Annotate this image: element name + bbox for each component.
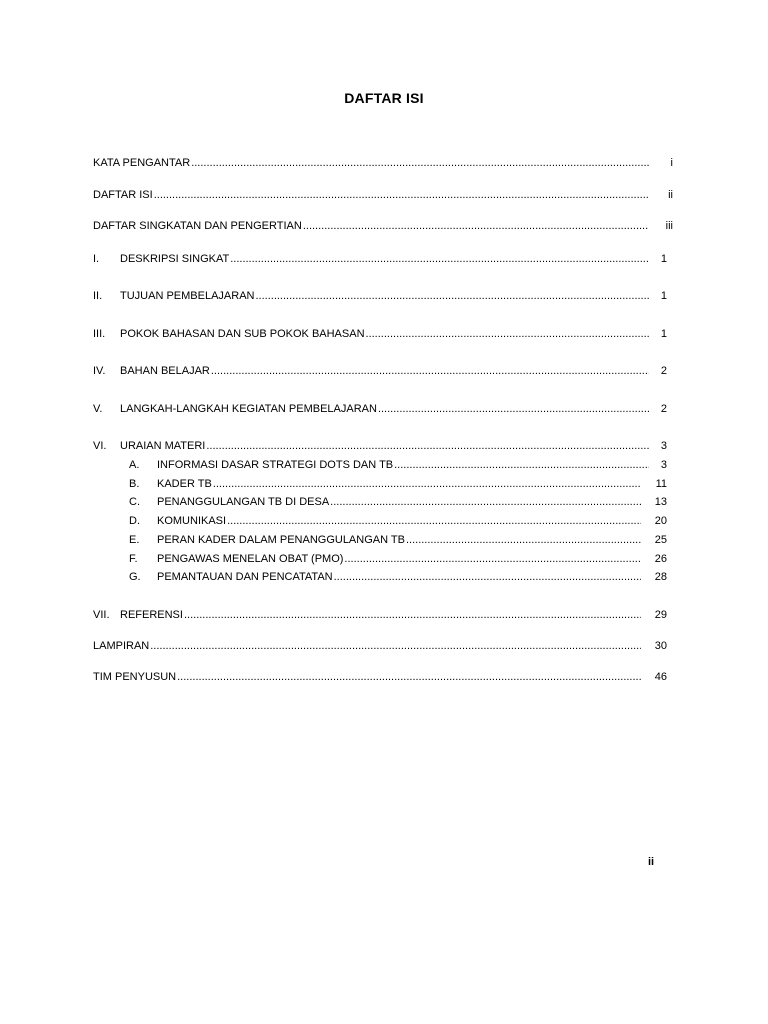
toc-entry-chapter-2[interactable]: [93, 289, 667, 303]
toc-entry-text: LANGKAH-LANGKAH KEGIATAN PEMBELAJARAN: [120, 403, 377, 415]
toc-leader-dots: [227, 514, 641, 528]
toc-entry-daftar-isi[interactable]: [93, 188, 673, 202]
toc-entry-lampiran[interactable]: [93, 639, 667, 653]
toc-entry-number: F.: [129, 553, 138, 565]
toc-entry-text: DAFTAR ISI: [93, 189, 153, 201]
toc-entry-number: VII.: [93, 609, 110, 621]
toc-entry-text: REFERENSI: [120, 609, 183, 621]
toc-page-number: 11: [655, 478, 667, 490]
toc-entry-number: E.: [129, 534, 140, 546]
toc-entry-text: TUJUAN PEMBELAJARAN: [120, 290, 255, 302]
toc-entry-chapter-4[interactable]: [93, 364, 667, 378]
toc-entry-number: IV.: [93, 365, 106, 377]
toc-leader-dots: [150, 639, 641, 653]
toc-leader-dots: [230, 252, 649, 266]
toc-entry-number: C.: [129, 496, 140, 508]
toc-leader-dots: [334, 570, 641, 584]
toc-leader-dots: [406, 533, 641, 547]
toc-subentry-g[interactable]: [129, 570, 667, 584]
toc-entry-text: LAMPIRAN: [93, 640, 150, 652]
toc-leader-dots: [154, 188, 649, 202]
toc-entry-daftar-singkatan[interactable]: [93, 219, 673, 233]
toc-leader-dots: [330, 495, 641, 509]
toc-subentry-c[interactable]: [129, 495, 667, 509]
toc-page-number: iii: [665, 220, 673, 232]
toc-entry-number: II.: [93, 290, 103, 302]
toc-leader-dots: [191, 156, 649, 170]
toc-leader-dots: [211, 364, 649, 378]
toc-entry-number: G.: [129, 571, 141, 583]
toc-entry-chapter-6[interactable]: [93, 439, 667, 453]
toc-entry-text: TIM PENYUSUN: [93, 671, 177, 683]
toc-page-number: i: [670, 157, 673, 169]
toc-subentry-f[interactable]: [129, 552, 667, 566]
toc-page-number: 26: [654, 553, 667, 565]
toc-entry-number: VI.: [93, 440, 107, 452]
toc-entry-text: URAIAN MATERI: [120, 440, 206, 452]
toc-page-number: 2: [660, 365, 667, 377]
toc-entry-text: INFORMASI DASAR STRATEGI DOTS DAN TB: [157, 459, 394, 471]
toc-entry-number: I.: [93, 253, 100, 265]
toc-leader-dots: [255, 289, 649, 303]
toc-entry-text: BAHAN BELAJAR: [120, 365, 210, 377]
toc-entry-text: DAFTAR SINGKATAN DAN PENGERTIAN: [93, 220, 302, 232]
toc-page-number: 3: [660, 459, 667, 471]
toc-subentry-a[interactable]: [129, 458, 667, 472]
toc-leader-dots: [206, 439, 649, 453]
toc-leader-dots: [394, 458, 649, 472]
toc-entry-text: KADER TB: [157, 478, 212, 490]
toc-subentry-d[interactable]: [129, 514, 667, 528]
toc-entry-tim-penyusun[interactable]: [93, 670, 667, 684]
toc-entry-text: PENANGGULANGAN TB DI DESA: [157, 496, 330, 508]
page-footer-number: ii: [648, 856, 655, 868]
toc-entry-text: KATA PENGANTAR: [93, 157, 191, 169]
toc-page-number: 1: [660, 253, 667, 265]
toc-page-number: 46: [654, 671, 667, 683]
toc-entry-chapter-5[interactable]: [93, 402, 667, 416]
toc-entry-number: B.: [129, 478, 140, 490]
toc-subentry-b[interactable]: [129, 477, 667, 491]
toc-entry-chapter-7[interactable]: [93, 608, 667, 622]
toc-leader-dots: [378, 402, 649, 416]
toc-leader-dots: [303, 219, 649, 233]
toc-entry-text: PERAN KADER DALAM PENANGGULANGAN TB: [157, 534, 405, 546]
toc-page-number: ii: [668, 189, 673, 201]
toc-entry-text: POKOK BAHASAN DAN SUB POKOK BAHASAN: [120, 328, 365, 340]
toc-page-number: 1: [660, 290, 667, 302]
toc-leader-dots: [177, 670, 641, 684]
toc-page-number: 2: [660, 403, 667, 415]
toc-entry-chapter-1[interactable]: [93, 252, 667, 266]
toc-page-number: 3: [660, 440, 667, 452]
toc-subentry-e[interactable]: [129, 533, 667, 547]
toc-entry-number: III.: [93, 328, 106, 340]
toc-leader-dots: [213, 477, 641, 491]
toc-entry-text: DESKRIPSI SINGKAT: [120, 253, 230, 265]
toc-page-number: 13: [654, 496, 667, 508]
toc-entry-kata-pengantar[interactable]: [93, 156, 673, 170]
toc-page-number: 25: [654, 534, 667, 546]
toc-entry-text: KOMUNIKASI: [157, 515, 227, 527]
toc-entry-number: V.: [93, 403, 103, 415]
toc-entry-chapter-3[interactable]: [93, 327, 667, 341]
toc-entry-text: PEMANTAUAN DAN PENCATATAN: [157, 571, 333, 583]
toc-entry-number: D.: [129, 515, 140, 527]
page-title: DAFTAR ISI: [344, 90, 424, 106]
toc-leader-dots: [344, 552, 641, 566]
toc-page-number: 1: [660, 328, 667, 340]
toc-entry-number: A.: [129, 459, 140, 471]
toc-page-number: 29: [654, 609, 667, 621]
toc-page-number: 20: [654, 515, 667, 527]
toc-page-number: 30: [654, 640, 667, 652]
toc-entry-text: PENGAWAS MENELAN OBAT (PMO): [157, 553, 344, 565]
toc-leader-dots: [184, 608, 641, 622]
toc-leader-dots: [366, 327, 649, 341]
toc-page-number: 28: [654, 571, 667, 583]
